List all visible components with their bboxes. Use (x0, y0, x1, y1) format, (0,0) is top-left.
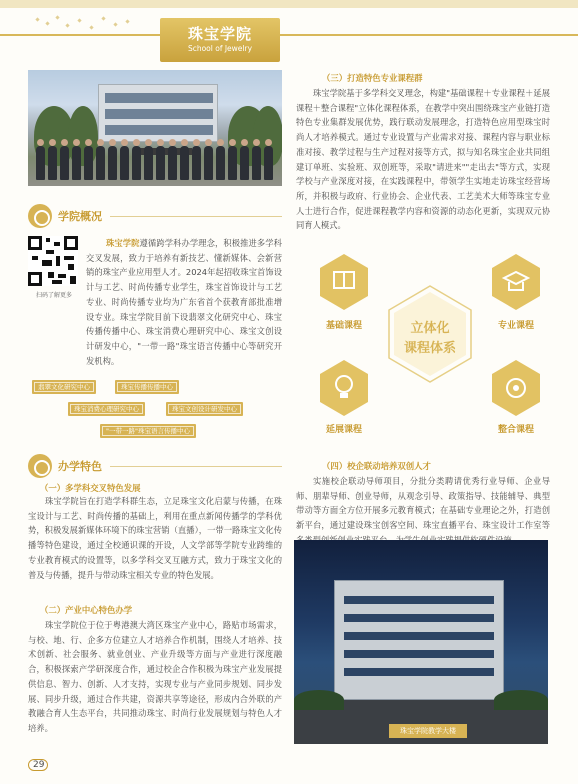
node-extend: 延展课程 (325, 425, 363, 435)
header-band (0, 0, 578, 8)
tag-center-4: 珠宝文创设计研发中心 (166, 402, 243, 416)
features-title: 办学特色 (58, 460, 102, 473)
header-pattern (32, 14, 142, 34)
s4-body: 实施校企联动导师项目，分批分类聘请优秀行业导师、企业导师、朋辈导师、创业导师，从观念引导、政策指导、技能辅导、典型带动等方面全方位开展多元教育模式；在基础专业理论之外，打造创新平台，通过建设珠宝创客空间、珠宝直播平台、珠宝设计工作室等 (296, 476, 550, 531)
overview-text (28, 236, 282, 368)
page-number: 29 (33, 760, 45, 770)
course-diagram (300, 252, 560, 452)
center-line-2: 课程体系 (403, 341, 457, 356)
center-line-1: 立体化 (410, 321, 450, 336)
tag-center-2: 珠宝传播传播中心 (115, 380, 179, 394)
node-integrate: 整合课程 (497, 425, 535, 435)
overview-highlight: 珠宝学院 (106, 238, 140, 248)
header-rule (0, 34, 578, 36)
people-group (36, 140, 274, 180)
overview-title: 学院概况 (58, 210, 102, 223)
features-icon (28, 454, 52, 478)
school-title: 珠宝学院 (187, 25, 252, 43)
overview-heading (28, 204, 102, 228)
school-title-en: School of Jewelry (187, 44, 253, 53)
s1-title: （一）多学科交叉特色发展 (40, 483, 141, 493)
hex-extend (320, 360, 368, 416)
overview-rule (110, 216, 282, 217)
school-photo-caption: 珠宝学院教学大楼 (389, 724, 467, 738)
header-banner (160, 18, 280, 62)
s2-body: 珠宝学院位于位于粤港澳大湾区珠宝产业中心，路贴市场需求，与校、地、行、企多方位建立人才培养合作机制，围绕人才培养、技术创新、社会服务、就业创业、产业升级等方面与产业进行深度融合，积极探索产学研深度合作，通过校企合作积极为珠宝产业发展提供信息、智力、创新、人才支持，实现专业与产业同步规划、同步发展、同步升级，通过合作共建，资源共享等途径，形成内合外联的产教融合育人生态平台，共同推动珠宝、时尚行业发展规划与特色人才培养。 (28, 620, 282, 733)
hex-major (492, 254, 540, 310)
school-building-photo (294, 540, 548, 744)
building-illustration (98, 84, 218, 142)
s4-title: （四）校企联动培养双创人才 (322, 461, 431, 471)
overview-icon (28, 204, 52, 228)
s3-title: （三）打造特色专业课程群 (322, 73, 423, 83)
features-rule (110, 466, 282, 467)
tag-center-5: "一带一路"珠宝语言传播中心 (100, 424, 196, 438)
overview-body: 遵循跨学科办学理念，积极推进多学科交叉发展，致力于培养有新技艺、懂新媒体、会新营销的珠宝产业应用型人才。2024年起招收珠宝首饰设计与工艺、时尚传播专业学生，珠宝首饰设计与工艺专业、时尚传播专业均为广东省首个获教育部批准增设专业。珠宝学院目前下设翡翠文化研究中心、珠宝传播传播中心、珠宝消费心理研究中心、珠宝文创设计研发中心，"一带一路"珠宝语言传播中心等研究开发机构。 (86, 238, 282, 366)
node-basic: 基础课程 (325, 321, 363, 331)
qr-caption: 扫码了解更多 (35, 292, 72, 299)
node-major: 专业课程 (497, 321, 535, 331)
s1-body: 珠宝学院旨在打造学科群生态，立足珠宝文化启蒙与传播，在珠宝设计与工艺、时尚传播的基础上，利用在重点新闻传播学的学科优势，积极发展新媒体环境下的珠宝营销（直播），一带一路珠宝文化传播等特色建设，通过全校通识课的开设，人文学部等学院专业跨维的专业教育模式的设置等，以多学科交叉互融方式，致力于珠宝文化的普及与传播，提升与带动珠宝相关专业的特色发展。 (28, 496, 282, 580)
group-photo (28, 70, 282, 186)
tag-center-3: 珠宝消费心理研究中心 (68, 402, 145, 416)
s3-body: 珠宝学院基于多学科交叉理念，构建"基础课程＋专业课程＋延展课程＋整合课程"立体化课程体系，在教学中突出围绕珠宝产业链打造特色专业集群发展优势，践行联动发展理念，打造特色应用型珠宝时尚人才培养模式。通过专业设置与产业需求对接、课程内容与职业标准对接、教学过程与生产过程对接等方式，拟与知名珠宝企业共同组建订单班、实验班、双创班等，采取"请进来""走出去"等方式，实现学校与产业深度对接，在实践课程中，带领学生实地走访珠宝经营场所，并积极与政府、行业协会、企业代表、工艺美术大师等珠宝专业人士进行合作，促进课程教学内容和资源的动态化更新，实现双元协同育人模式。 (296, 88, 550, 231)
tag-center-1: 翡翠文化研究中心 (32, 380, 96, 394)
s2-title: （二）产业中心特色办学 (40, 605, 133, 615)
features-heading (28, 454, 102, 478)
